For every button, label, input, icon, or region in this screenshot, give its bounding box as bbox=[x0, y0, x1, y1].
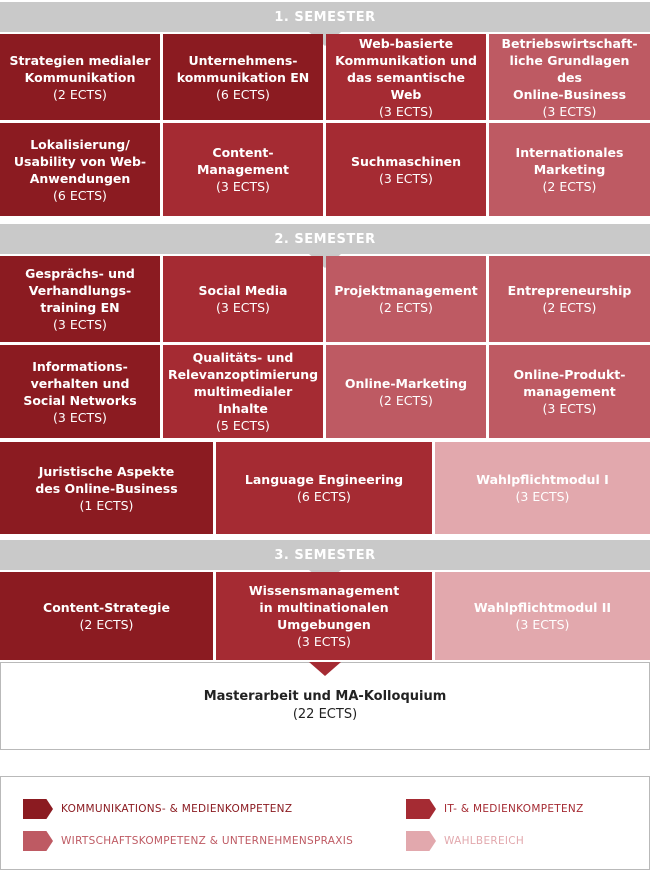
masterarbeit-box bbox=[0, 662, 650, 750]
legend-swatch-kommunikation bbox=[23, 799, 53, 819]
semester-1-label: 1. SEMESTER bbox=[274, 9, 376, 25]
legend-item-wahl bbox=[406, 831, 524, 851]
module-qualitaets-relevanzoptimierung bbox=[163, 345, 323, 438]
module-title: Projektmanagement bbox=[334, 283, 478, 298]
module-title: Betriebswirtschaft- liche Grundlagen des Online-Business bbox=[501, 35, 638, 102]
module-ects: (3 ECTS) bbox=[379, 103, 433, 119]
legend-item-it bbox=[406, 799, 584, 819]
module-title: Gesprächs- und Verhandlungs- training EN bbox=[25, 266, 135, 315]
module-lokalisierung-usability bbox=[0, 123, 160, 216]
module-title: Social Media bbox=[198, 283, 288, 298]
legend-label-it: IT- & MEDIENKOMPETENZ bbox=[444, 803, 584, 815]
semester-2-header bbox=[0, 224, 650, 254]
module-ects: (3 ECTS) bbox=[379, 170, 433, 186]
module-ects: (3 ECTS) bbox=[53, 409, 107, 425]
legend-label-wahl: WAHLBEREICH bbox=[444, 835, 525, 847]
module-ects: (3 ECTS) bbox=[542, 103, 597, 119]
module-projektmanagement bbox=[326, 256, 486, 342]
module-ects: (6 ECTS) bbox=[53, 187, 107, 203]
module-title: Online-Produkt- management bbox=[513, 367, 626, 399]
module-ects: (3 ECTS) bbox=[216, 300, 270, 315]
module-ects: (3 ECTS) bbox=[542, 401, 597, 416]
masterarbeit-title: Masterarbeit und MA-Kolloquium bbox=[203, 689, 447, 704]
module-entrepreneurship bbox=[489, 256, 650, 342]
module-title: Entrepreneurship bbox=[507, 283, 632, 298]
module-ects: (2 ECTS) bbox=[542, 300, 597, 315]
module-web-basierte-kommunikation bbox=[326, 34, 486, 120]
module-title: Language Engineering bbox=[244, 472, 404, 487]
module-internationales-marketing bbox=[489, 123, 650, 216]
module-ects: (2 ECTS) bbox=[542, 179, 597, 194]
module-title: Content-Strategie bbox=[43, 600, 170, 615]
module-title: Wahlpflichtmodul II bbox=[473, 600, 612, 615]
module-juristische-aspekte bbox=[0, 442, 213, 534]
legend-item-kommunikation bbox=[23, 799, 292, 819]
module-betriebswirtschaftliche-grundlagen bbox=[489, 34, 650, 120]
module-language-engineering bbox=[216, 442, 432, 534]
semester-1-header bbox=[0, 2, 650, 32]
module-suchmaschinen bbox=[326, 123, 486, 216]
module-title: Content- Management bbox=[196, 145, 289, 177]
module-title: Suchmaschinen bbox=[351, 153, 461, 169]
module-unternehmenskommunikation-en bbox=[163, 34, 323, 120]
module-title: Web-basierte Kommunikation und das semantische Web bbox=[335, 35, 477, 102]
module-ects: (3 ECTS) bbox=[515, 489, 570, 504]
module-online-produktmanagement bbox=[489, 345, 650, 438]
module-ects: (3 ECTS) bbox=[515, 617, 570, 632]
module-ects: (3 ECTS) bbox=[216, 179, 270, 194]
module-ects: (5 ECTS) bbox=[216, 418, 270, 433]
module-ects: (2 ECTS) bbox=[79, 617, 134, 632]
module-wissensmanagement bbox=[216, 572, 432, 660]
semester-2-label: 2. SEMESTER bbox=[274, 231, 376, 247]
module-title: Unternehmens- kommunikation EN bbox=[176, 52, 310, 85]
module-content-management bbox=[163, 123, 323, 216]
legend-swatch-wirtschaft bbox=[23, 831, 53, 851]
module-title: Internationales Marketing bbox=[515, 145, 624, 177]
module-content-strategie bbox=[0, 572, 213, 660]
module-ects: (2 ECTS) bbox=[379, 392, 433, 408]
legend-item-wirtschaft bbox=[23, 831, 353, 851]
module-ects: (2 ECTS) bbox=[379, 300, 433, 315]
legend-label-wirtschaft: WIRTSCHAFTSKOMPETENZ & UNTERNEHMENSPRAXIS bbox=[61, 835, 354, 847]
module-wahlpflichtmodul-2 bbox=[435, 572, 650, 660]
module-ects: (1 ECTS) bbox=[79, 497, 134, 513]
semester-3-header bbox=[0, 540, 650, 570]
module-title: Qualitäts- und Relevanzoptimierung multimedialer Inhalte bbox=[167, 350, 319, 416]
masterarbeit-notch bbox=[309, 662, 341, 676]
semester-3-label: 3. SEMESTER bbox=[274, 547, 376, 563]
module-title: Lokalisierung/ Usability von Web- Anwendungen bbox=[13, 136, 147, 186]
module-ects: (3 ECTS) bbox=[53, 317, 107, 332]
module-title: Juristische Aspekte des Online-Business bbox=[35, 463, 178, 496]
module-ects: (3 ECTS) bbox=[297, 634, 351, 649]
masterarbeit-ects: (22 ECTS) bbox=[292, 707, 358, 722]
module-ects: (6 ECTS) bbox=[297, 489, 351, 504]
module-title: Wissensmanagement in multinationalen Umgebungen bbox=[248, 583, 400, 632]
legend-label-kommunikation: KOMMUNIKATIONS- & MEDIENKOMPETENZ bbox=[61, 803, 293, 815]
module-title: Online-Marketing bbox=[344, 375, 468, 391]
legend bbox=[0, 776, 650, 870]
module-ects: (6 ECTS) bbox=[216, 86, 270, 102]
module-ects: (2 ECTS) bbox=[53, 86, 107, 102]
module-gespraechs-verhandlungstraining bbox=[0, 256, 160, 342]
module-social-media bbox=[163, 256, 323, 342]
module-title: Strategien medialer Kommunikation bbox=[9, 52, 151, 85]
module-online-marketing bbox=[326, 345, 486, 438]
module-wahlpflichtmodul-1 bbox=[435, 442, 650, 534]
legend-swatch-it bbox=[406, 799, 436, 819]
module-informationsverhalten bbox=[0, 345, 160, 438]
module-title: Informations- verhalten und Social Networks bbox=[23, 358, 137, 408]
module-strategien-medialer-kommunikation bbox=[0, 34, 160, 120]
legend-swatch-wahl bbox=[406, 831, 436, 851]
module-title: Wahlpflichtmodul I bbox=[476, 472, 609, 487]
